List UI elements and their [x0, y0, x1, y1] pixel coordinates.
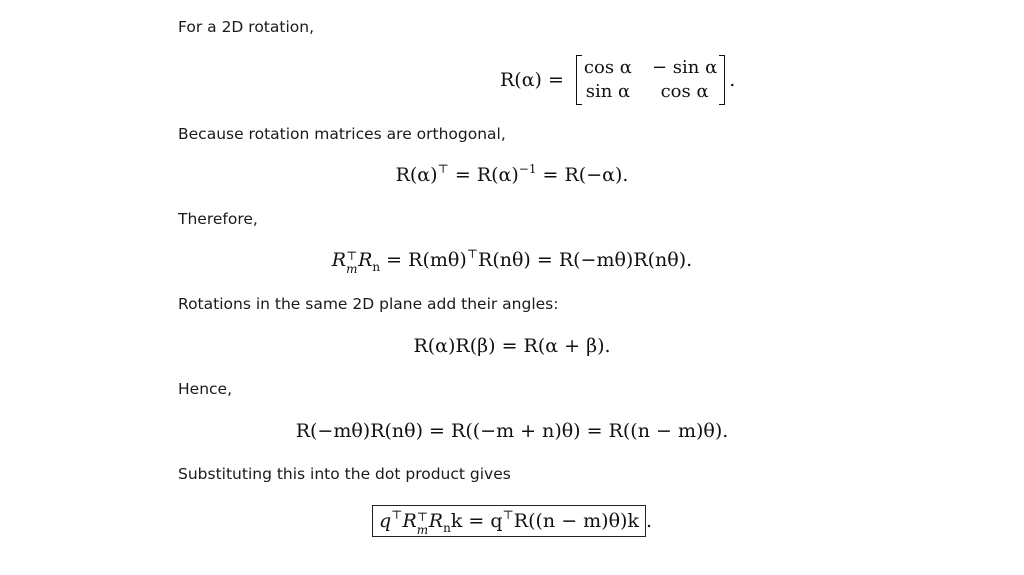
paragraph-2d-rotation: For a 2D rotation, [178, 18, 315, 36]
inverse-symbol: −1 [518, 162, 537, 176]
final-box [372, 505, 646, 537]
final-k-eq-q: k = q [450, 510, 503, 532]
paragraph-substituting: Substituting this into the dot product gives [178, 465, 511, 483]
orth-mid: = R(α) [448, 164, 519, 186]
matrix-cell-22: cos α [660, 81, 709, 102]
final-R-n: R [428, 510, 444, 532]
final-supsub [416, 509, 429, 537]
matrix-cell-11: cos α [583, 57, 632, 78]
final-R-m: R [402, 510, 417, 532]
matrix-cell-21: sin α [585, 81, 631, 102]
therefore-supsub [346, 248, 358, 276]
transpose-symbol: ⊤ [437, 162, 449, 176]
final-period: . [645, 510, 653, 532]
final-n: n [443, 521, 451, 535]
orth-rhs: = R(−α). [536, 164, 629, 186]
therefore-R-m: R [331, 249, 347, 271]
paragraph-hence: Hence, [178, 380, 233, 398]
therefore-T: ⊤ [346, 249, 358, 263]
therefore-m: m [346, 262, 358, 276]
matrix-period: . [729, 69, 736, 91]
paragraph-therefore: Therefore, [178, 210, 258, 228]
equation-orthogonality [0, 163, 1024, 187]
equation-hence: R(−mθ)R(nθ) = R((−m + n)θ) = R((n − m)θ). [295, 420, 729, 442]
matrix-cell-12: − sin α [651, 57, 718, 78]
final-T3: ⊤ [502, 508, 514, 522]
rotation-matrix [576, 55, 725, 105]
therefore-part-b: R(nθ) = R(−mθ)R(nθ). [478, 249, 693, 271]
final-T2: ⊤ [416, 510, 429, 524]
matrix-lhs: R(α) = [500, 69, 564, 91]
therefore-n: n [372, 260, 381, 274]
paragraph-orthogonal: Because rotation matrices are orthogonal, [178, 125, 506, 143]
equation-therefore [0, 247, 1024, 276]
final-m: m [416, 523, 429, 537]
final-rhs: R((n − m)θ)k [513, 510, 639, 532]
final-q: q [378, 510, 392, 532]
paragraph-add-angles: Rotations in the same 2D plane add their angles: [178, 295, 559, 313]
therefore-part-a: = R(mθ) [380, 249, 467, 271]
equation-rotation-matrix [500, 52, 735, 108]
orth-lhs: R(α) [395, 164, 438, 186]
equation-add-angles: R(α)R(β) = R(α + β). [413, 335, 611, 357]
therefore-T2: ⊤ [466, 247, 479, 261]
final-T1: ⊤ [391, 508, 403, 522]
therefore-R-n: R [358, 249, 373, 271]
equation-final [0, 505, 1024, 537]
